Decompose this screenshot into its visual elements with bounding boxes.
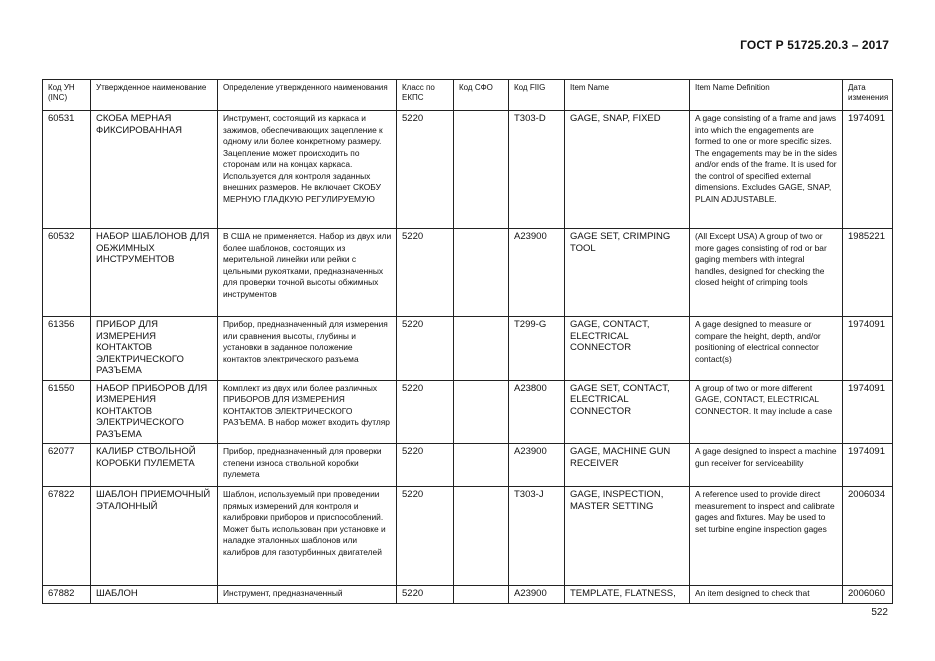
cell-ekps-class: 5220 bbox=[397, 317, 454, 381]
cell-change-date: 1974091 bbox=[843, 111, 893, 229]
header-approved-name: Утвержденное наименование bbox=[91, 80, 218, 111]
cell-sfo-code bbox=[454, 586, 509, 604]
cell-approved-name: ШАБЛОН ПРИЕМОЧНЫЙ ЭТАЛОННЫЙ bbox=[91, 487, 218, 586]
table-row bbox=[43, 487, 893, 586]
header-definition: Определение утвержденного наименования bbox=[218, 80, 397, 111]
cell-approved-name: СКОБА МЕРНАЯ ФИКСИРОВАННАЯ bbox=[91, 111, 218, 229]
cell-definition: Шаблон, используемый при проведении прямых измерений для контроля и калибровки приборов и приспособлений. Может быть использован при установке и наладке эталонных шаблонов или калибров для газотурбинных двигателей bbox=[218, 487, 397, 586]
cell-approved-name: НАБОР ШАБЛОНОВ ДЛЯ ОБЖИМНЫХ ИНСТРУМЕНТОВ bbox=[91, 229, 218, 317]
cell-item-name: TEMPLATE, FLATNESS, bbox=[565, 586, 690, 604]
cell-inc: 67822 bbox=[43, 487, 91, 586]
cell-ekps-class: 5220 bbox=[397, 444, 454, 487]
cell-item-name: GAGE, MACHINE GUN RECEIVER bbox=[565, 444, 690, 487]
cell-change-date: 1985221 bbox=[843, 229, 893, 317]
cell-sfo-code bbox=[454, 380, 509, 444]
cell-item-name-definition: (All Except USA) A group of two or more gages consisting of rod or bar gaging members with integral handles, designed for checking the closed height of crimping tools bbox=[690, 229, 843, 317]
page-number: 522 bbox=[871, 607, 888, 618]
cell-change-date: 2006060 bbox=[843, 586, 893, 604]
cell-inc: 67882 bbox=[43, 586, 91, 604]
table-row bbox=[43, 380, 893, 444]
cell-fiig-code: A23900 bbox=[509, 229, 565, 317]
cell-sfo-code bbox=[454, 229, 509, 317]
cell-inc: 61550 bbox=[43, 380, 91, 444]
header-fiig-code: Код FIIG bbox=[509, 80, 565, 111]
cell-fiig-code: A23900 bbox=[509, 444, 565, 487]
cell-definition: Инструмент, предназначенный bbox=[218, 586, 397, 604]
cell-item-name: GAGE SET, CRIMPING TOOL bbox=[565, 229, 690, 317]
cell-approved-name: ПРИБОР ДЛЯ ИЗМЕРЕНИЯ КОНТАКТОВ ЭЛЕКТРИЧЕСКОГО РАЗЪЕМА bbox=[91, 317, 218, 381]
cell-item-name-definition: An item designed to check that bbox=[690, 586, 843, 604]
header-sfo-code: Код СФО bbox=[454, 80, 509, 111]
cell-ekps-class: 5220 bbox=[397, 586, 454, 604]
cell-sfo-code bbox=[454, 487, 509, 586]
cell-inc: 60532 bbox=[43, 229, 91, 317]
cell-definition: Прибор, предназначенный для измерения или сравнения высоты, глубины и установки в заданное положение контактов электрического разъема bbox=[218, 317, 397, 381]
cell-ekps-class: 5220 bbox=[397, 229, 454, 317]
header-ekps-class: Класс по ЕКПС bbox=[397, 80, 454, 111]
nomenclature-table bbox=[42, 79, 893, 604]
cell-fiig-code: T299-G bbox=[509, 317, 565, 381]
cell-item-name: GAGE, INSPECTION, MASTER SETTING bbox=[565, 487, 690, 586]
table-row bbox=[43, 317, 893, 381]
cell-fiig-code: T303-D bbox=[509, 111, 565, 229]
cell-ekps-class: 5220 bbox=[397, 487, 454, 586]
cell-inc: 61356 bbox=[43, 317, 91, 381]
cell-approved-name: НАБОР ПРИБОРОВ ДЛЯ ИЗМЕРЕНИЯ КОНТАКТОВ ЭЛЕКТРИЧЕСКОГО РАЗЪЕМА bbox=[91, 380, 218, 444]
document-code: ГОСТ Р 51725.20.3 – 2017 bbox=[740, 38, 889, 52]
cell-sfo-code bbox=[454, 111, 509, 229]
cell-ekps-class: 5220 bbox=[397, 111, 454, 229]
cell-approved-name: ШАБЛОН bbox=[91, 586, 218, 604]
cell-change-date: 1974091 bbox=[843, 380, 893, 444]
cell-definition: Комплект из двух или более различных ПРИБОРОВ ДЛЯ ИЗМЕРЕНИЯ КОНТАКТОВ ЭЛЕКТРИЧЕСКОГО РАЗЪЕМА. В набор может входить футляр bbox=[218, 380, 397, 444]
cell-change-date: 1974091 bbox=[843, 444, 893, 487]
table-row bbox=[43, 444, 893, 487]
cell-item-name: GAGE SET, CONTACT, ELECTRICAL CONNECTOR bbox=[565, 380, 690, 444]
header-item-name: Item Name bbox=[565, 80, 690, 111]
cell-sfo-code bbox=[454, 444, 509, 487]
cell-inc: 60531 bbox=[43, 111, 91, 229]
table-row bbox=[43, 586, 893, 604]
header-change-date: Дата изменения bbox=[843, 80, 893, 111]
cell-definition: Инструмент, состоящий из каркаса и зажимов, обеспечивающих зацепление к одному или более конкретному размеру. Зацепление может происходить по сторонам или на концах каркаса. Используется для контроля заданных внешних размеров. Не включает СКОБУ МЕРНУЮ ГЛАДКУЮ РЕГУЛИРУЕМУЮ bbox=[218, 111, 397, 229]
cell-inc: 62077 bbox=[43, 444, 91, 487]
cell-item-name-definition: A reference used to provide direct measurement to inspect and calibrate gages and fixtures. May be used to set turbine engine inspection gages bbox=[690, 487, 843, 586]
cell-item-name-definition: A group of two or more different GAGE, CONTACT, ELECTRICAL CONNECTOR. It may include a case bbox=[690, 380, 843, 444]
cell-sfo-code bbox=[454, 317, 509, 381]
cell-ekps-class: 5220 bbox=[397, 380, 454, 444]
cell-approved-name: КАЛИБР СТВОЛЬНОЙ КОРОБКИ ПУЛЕМЕТА bbox=[91, 444, 218, 487]
cell-item-name: GAGE, SNAP, FIXED bbox=[565, 111, 690, 229]
cell-change-date: 1974091 bbox=[843, 317, 893, 381]
cell-item-name-definition: A gage designed to inspect a machine gun receiver for serviceability bbox=[690, 444, 843, 487]
cell-fiig-code: T303-J bbox=[509, 487, 565, 586]
cell-item-name-definition: A gage consisting of a frame and jaws into which the engagements are formed to one or more specific sizes. The engagements may be in the sides and/or ends of the frame. It is used for the control of specified external dimensions. Excludes GAGE, SNAP, PLAIN ADJUSTABLE. bbox=[690, 111, 843, 229]
cell-fiig-code: A23900 bbox=[509, 586, 565, 604]
cell-item-name-definition: A gage designed to measure or compare the height, depth, and/or positioning of electrical connector contact(s) bbox=[690, 317, 843, 381]
header-inc: Код УН (INC) bbox=[43, 80, 91, 111]
cell-change-date: 2006034 bbox=[843, 487, 893, 586]
cell-definition: В США не применяется. Набор из двух или более шаблонов, состоящих из мерительной линейки или рейки с цельными рукоятками, предназначенных для проверки точной высоты обжимных инструментов bbox=[218, 229, 397, 317]
cell-fiig-code: A23800 bbox=[509, 380, 565, 444]
header-item-name-definition: Item Name Definition bbox=[690, 80, 843, 111]
table-header-row bbox=[43, 80, 893, 111]
cell-definition: Прибор, предназначенный для проверки степени износа ствольной коробки пулемета bbox=[218, 444, 397, 487]
table-row bbox=[43, 111, 893, 229]
cell-item-name: GAGE, CONTACT, ELECTRICAL CONNECTOR bbox=[565, 317, 690, 381]
table-row bbox=[43, 229, 893, 317]
